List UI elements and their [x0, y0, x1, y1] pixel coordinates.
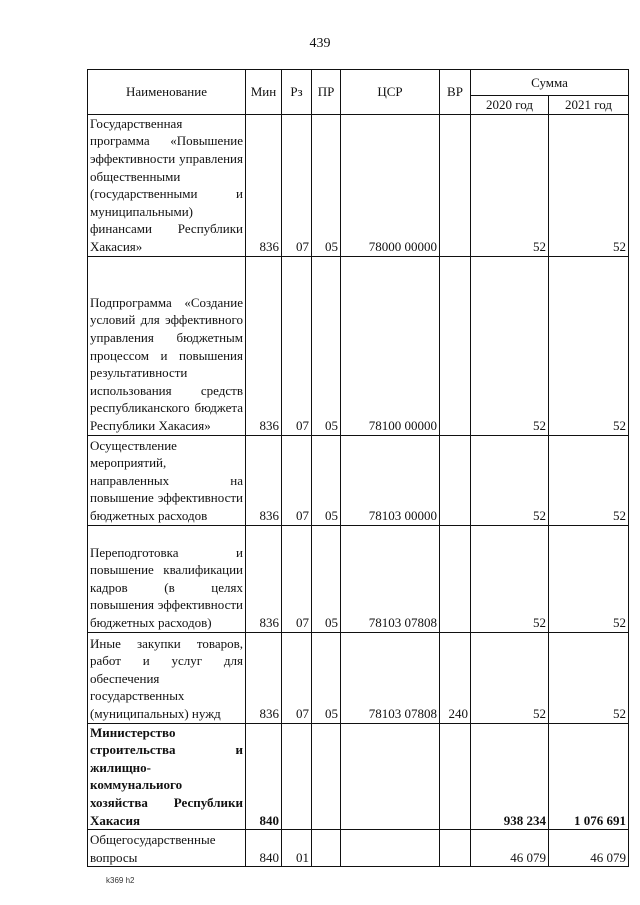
- row-min: 840: [246, 830, 282, 867]
- row-rz: 07: [282, 435, 312, 525]
- header-name: Наименование: [88, 70, 246, 115]
- row-vr: 240: [440, 632, 471, 723]
- row-2021: 46 079: [549, 830, 629, 867]
- table-row: [88, 723, 629, 830]
- row-vr: [440, 256, 471, 435]
- row-rz: 07: [282, 256, 312, 435]
- row-csr: 78100 00000: [341, 256, 440, 435]
- budget-table: [87, 69, 629, 867]
- header-min: Мин: [246, 70, 282, 115]
- row-2021: 52: [549, 525, 629, 632]
- row-pr: 05: [312, 525, 341, 632]
- row-csr: 78103 07808: [341, 525, 440, 632]
- row-2020: 52: [471, 632, 549, 723]
- row-pr: 05: [312, 256, 341, 435]
- table-row: [88, 256, 629, 435]
- row-csr: [341, 830, 440, 867]
- header-sum: Сумма: [471, 70, 629, 96]
- row-rz: 07: [282, 525, 312, 632]
- row-name: Подпрограмма «Создание условий для эффективного управления бюджетным процессом и повышения результативности использования средств республиканского бюджета Республики Хакасия»: [88, 256, 246, 435]
- row-name: Министерство строительства и жилищно-коммунальиого хозяйства Республики Хакасия: [88, 723, 246, 830]
- row-csr: 78103 00000: [341, 435, 440, 525]
- row-pr: 05: [312, 632, 341, 723]
- row-name: Переподготовка и повышение квалификации кадров (в целях повышения эффективности бюджетных расходов): [88, 525, 246, 632]
- row-2021: 1 076 691: [549, 723, 629, 830]
- row-rz: 07: [282, 114, 312, 256]
- header-pr: ПР: [312, 70, 341, 115]
- footer-code: k369 h2: [106, 876, 135, 885]
- row-name: Государственная программа «Повышение эффективности управления общественными (государственными и муниципальными) финансами Республики Хакасия»: [88, 114, 246, 256]
- row-2020: 52: [471, 256, 549, 435]
- row-2021: 52: [549, 632, 629, 723]
- row-csr: 78000 00000: [341, 114, 440, 256]
- row-rz: 07: [282, 632, 312, 723]
- row-csr: [341, 723, 440, 830]
- row-vr: [440, 435, 471, 525]
- row-pr: 05: [312, 114, 341, 256]
- header-rz: Рз: [282, 70, 312, 115]
- row-2020: 938 234: [471, 723, 549, 830]
- row-min: 836: [246, 435, 282, 525]
- row-pr: 05: [312, 435, 341, 525]
- row-2020: 52: [471, 435, 549, 525]
- row-name: Осуществление мероприятий, направленных на повышение эффективности бюджетных расходов: [88, 435, 246, 525]
- row-2021: 52: [549, 114, 629, 256]
- row-2020: 46 079: [471, 830, 549, 867]
- row-min: 836: [246, 114, 282, 256]
- row-name: Общегосударственные вопросы: [88, 830, 246, 867]
- row-2021: 52: [549, 256, 629, 435]
- row-2021: 52: [549, 435, 629, 525]
- row-min: 836: [246, 256, 282, 435]
- row-pr: [312, 830, 341, 867]
- row-min: 840: [246, 723, 282, 830]
- row-rz: 01: [282, 830, 312, 867]
- table-row: [88, 114, 629, 256]
- table-row: [88, 435, 629, 525]
- row-pr: [312, 723, 341, 830]
- row-name: Иные закупки товаров, работ и услуг для обеспечения государственных (муниципальных) нужд: [88, 632, 246, 723]
- table-row: [88, 525, 629, 632]
- row-2020: 52: [471, 114, 549, 256]
- row-vr: [440, 525, 471, 632]
- row-min: 836: [246, 632, 282, 723]
- header-2021: 2021 год: [549, 96, 629, 115]
- row-csr: 78103 07808: [341, 632, 440, 723]
- row-vr: [440, 830, 471, 867]
- row-vr: [440, 114, 471, 256]
- page-number: 439: [309, 36, 331, 51]
- row-rz: [282, 723, 312, 830]
- row-2020: 52: [471, 525, 549, 632]
- row-min: 836: [246, 525, 282, 632]
- header-2020: 2020 год: [471, 96, 549, 115]
- table-row: [88, 632, 629, 723]
- header-csr: ЦСР: [341, 70, 440, 115]
- row-vr: [440, 723, 471, 830]
- table-row: [88, 830, 629, 867]
- header-vr: ВР: [440, 70, 471, 115]
